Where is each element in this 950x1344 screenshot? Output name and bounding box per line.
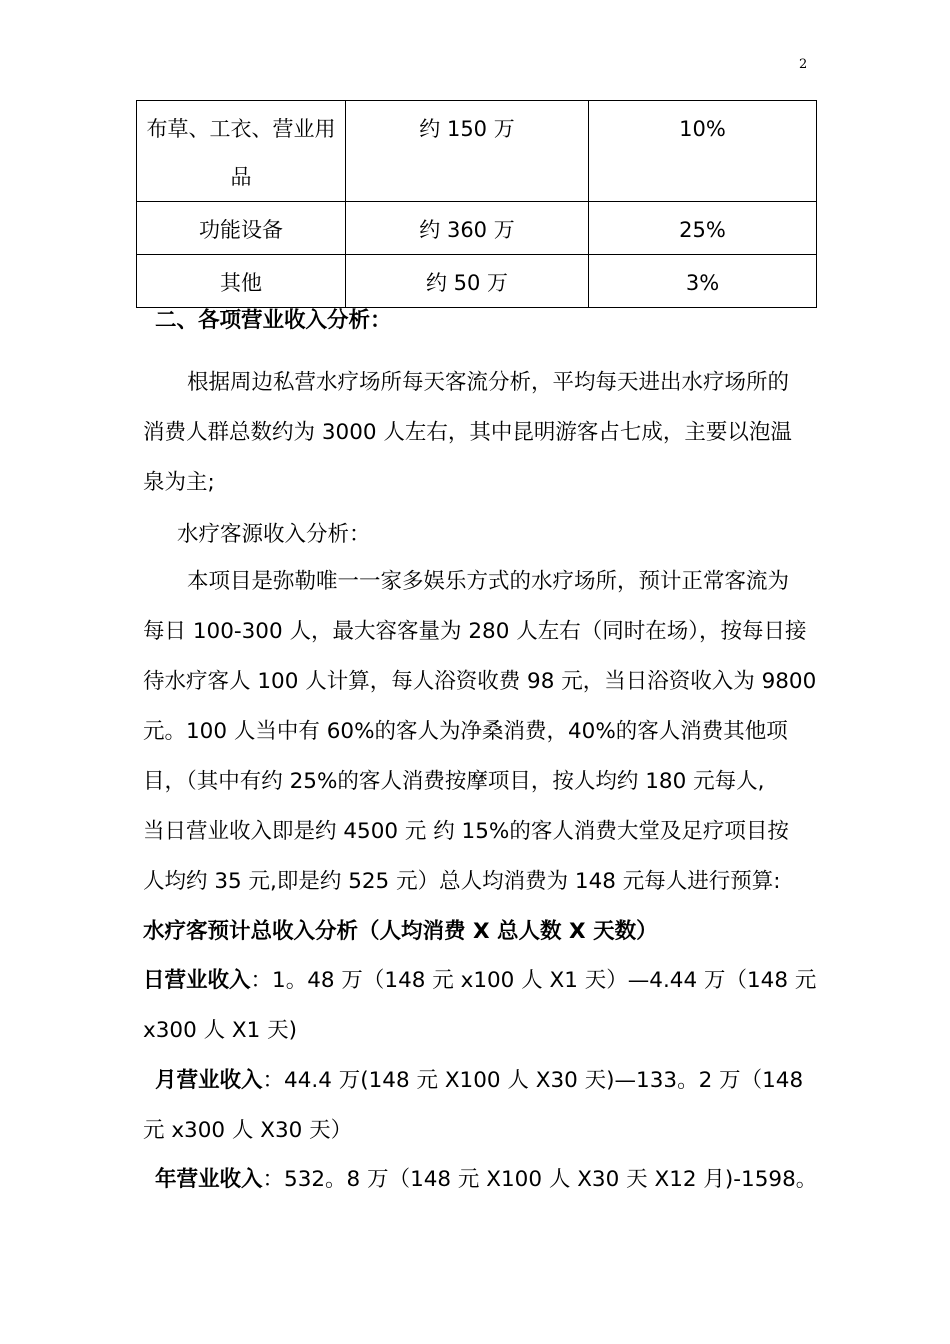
subheading: 水疗客源收入分析：	[177, 522, 371, 547]
monthly-income-text: ：44.4 万(148 元 X100 人 X30 天)—133。2 万（148	[262, 1068, 804, 1093]
paragraph-line: x300 人 X1 天)	[143, 1018, 298, 1043]
paragraph-line: 目，（其中有约 25%的客人消费按摩项目，按人均约 180 元每人,	[143, 769, 765, 794]
paragraph-line: 元。100 人当中有 60%的客人为净桑消费，40%的客人消费其他项	[143, 719, 788, 744]
paragraph-line: 消费人群总数约为 3000 人左右，其中昆明游客占七成，主要以泡温	[143, 420, 792, 445]
table-cell: 约 360 万	[346, 202, 589, 255]
income-heading: 水疗客预计总收入分析（人均消费 X 总人数 X 天数）	[143, 919, 658, 944]
table-row	[137, 202, 817, 255]
paragraph-line: 根据周边私营水疗场所每天客流分析，平均每天进出水疗场所的	[187, 370, 790, 395]
table-cell: 10%	[589, 101, 817, 202]
daily-income-line	[143, 967, 816, 995]
paragraph-line: 元 x300 人 X30 天）	[143, 1118, 353, 1143]
table-cell: 25%	[589, 202, 817, 255]
table-cell: 布草、工衣、营业用品	[137, 101, 346, 202]
paragraph-line: 每日 100-300 人，最大容客量为 280 人左右（同时在场），按每日接	[143, 619, 807, 644]
section-title: 二、各项营业收入分析：	[155, 308, 392, 333]
monthly-income-label: 月营业收入	[155, 1068, 263, 1093]
page-number: 2	[799, 57, 808, 72]
daily-income-text: ：1。48 万（148 元 x100 人 X1 天）—4.44 万（148 元	[250, 968, 817, 993]
table-cell: 约 150 万	[346, 101, 589, 202]
paragraph-line: 当日营业收入即是约 4500 元 约 15%的客人消费大堂及足疗项目按	[143, 819, 789, 844]
daily-income-label: 日营业收入	[143, 968, 251, 993]
paragraph-line: 待水疗客人 100 人计算，每人浴资收费 98 元，当日浴资收入为 9800	[143, 669, 817, 694]
monthly-income-line	[155, 1067, 803, 1095]
paragraph-line: 本项目是弥勒唯一一家多娱乐方式的水疗场所，预计正常客流为	[187, 569, 790, 594]
table-cell: 约 50 万	[346, 255, 589, 308]
yearly-income-label: 年营业收入	[155, 1167, 263, 1192]
yearly-income-text: ：532。8 万（148 元 X100 人 X30 天 X12 月)-1598。	[262, 1167, 818, 1192]
paragraph-line: 人均约 35 元,即是约 525 元）总人均消费为 148 元每人进行预算:	[143, 869, 781, 894]
yearly-income-line	[155, 1166, 817, 1194]
table-cell: 功能设备	[137, 202, 346, 255]
table-row	[137, 255, 817, 308]
paragraph-line: 泉为主;	[143, 470, 215, 495]
table-cell: 3%	[589, 255, 817, 308]
table-row	[137, 101, 817, 202]
cost-table	[136, 100, 817, 308]
table-cell: 其他	[137, 255, 346, 308]
